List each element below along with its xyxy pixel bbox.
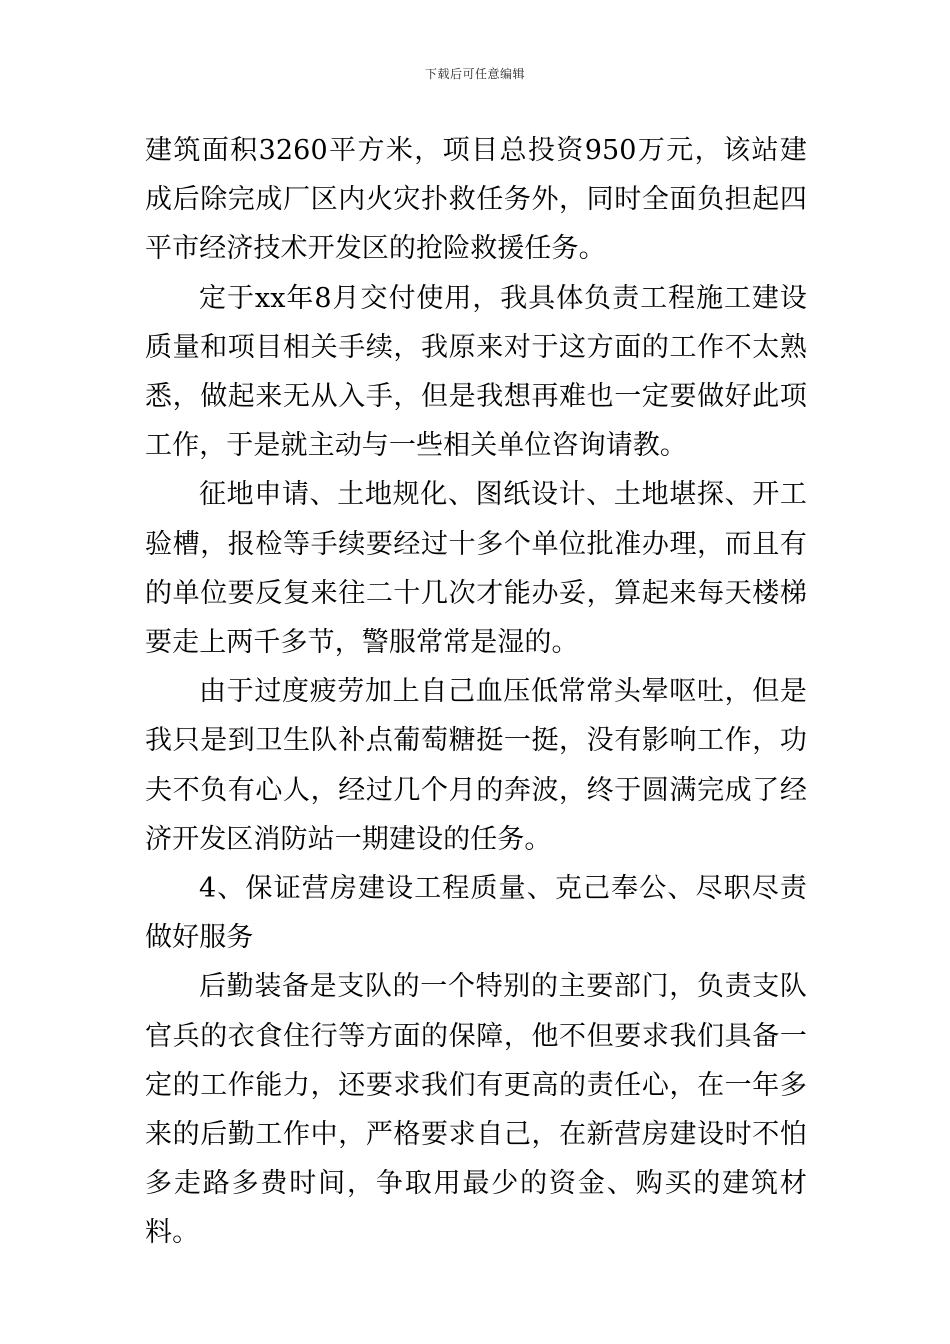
paragraph-continuation: 建筑面积3260平方米，项目总投资950万元，该站建成后除完成厂区内火灾扑救任务外，同时全面负担起四平市经济技术开发区的抢险救援任务。 — [145, 135, 807, 265]
paragraph: 由于过度疲劳加上自己血压低常常头晕呕吐，但是我只是到卫生队补点葡萄糖挺一挺，没有影响工作，功夫不负有心人，经过几个月的奔波，终于圆满完成了经济开发区消防站一期建设的任务。 — [145, 676, 807, 855]
paragraph: 征地申请、土地规化、图纸设计、土地堪探、开工验槽，报检等手续要经过十多个单位批准办理，而且有的单位要反复来往二十几次才能办妥，算起来每天楼梯要走上两千多节，警服常常是湿的。 — [145, 479, 807, 659]
page-header: 下载后可任意编辑 — [424, 67, 525, 81]
section-heading: 4、保证营房建设工程质量、克己奉公、尽职尽责做好服务 — [145, 873, 807, 954]
paragraph: 定于xx年8月交付使用，我具体负责工程施工建设质量和项目相关手续，我原来对于这方面的工作不太熟悉，做起来无从入手，但是我想再难也一定要做好此项工作，于是就主动与一些相关单位咨询请教。 — [145, 282, 807, 462]
document-body — [145, 126, 807, 1258]
paragraph: 后勤装备是支队的一个特别的主要部门，负责支队官兵的衣食住行等方面的保障，他不但要求我们具备一定的工作能力，还要求我们有更高的责任心，在一年多来的后勤工作中，严格要求自己，在新营房建设时不怕多走路多费时间，争取用最少的资金、购买的建筑材料。 — [145, 971, 807, 1249]
